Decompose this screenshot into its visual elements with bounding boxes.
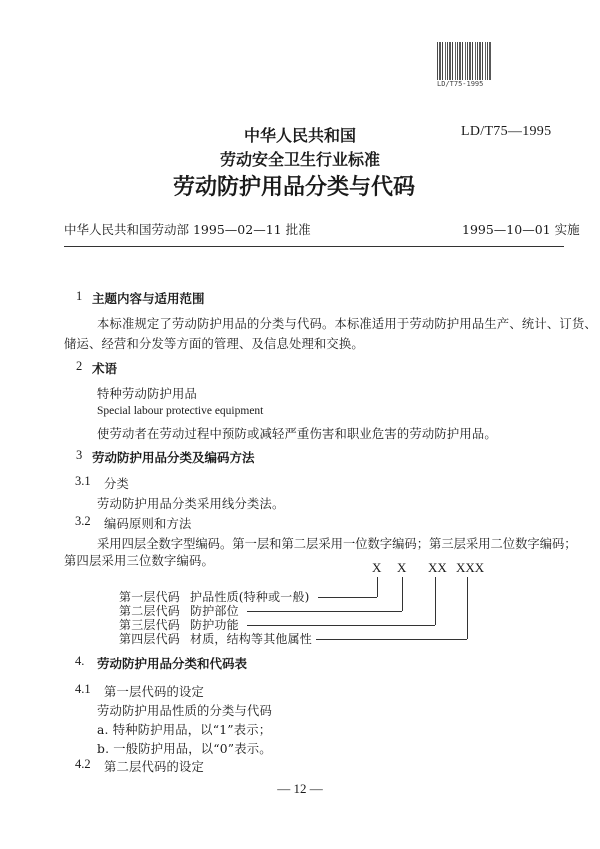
section-3-number: 3 (76, 448, 83, 462)
section-3-2-paragraph-line1: 采用四层全数字型编码。第一层和第二层采用一位数字编码；第三层采用二位数字编码； (97, 537, 577, 551)
section-3-2-number: 3.2 (75, 514, 91, 528)
header-line-country: 中华人民共和国 (243, 126, 356, 145)
section-4-2-heading: 第二层代码的设定 (104, 760, 204, 774)
section-1-number: 1 (76, 289, 83, 303)
connector-1-vertical (377, 577, 378, 597)
section-2-heading: 术语 (92, 361, 118, 376)
section-3-1-heading: 分类 (104, 477, 129, 491)
section-1-heading: 主题内容与适用范围 (92, 291, 205, 306)
section-3-2-paragraph-line2: 第四层采用三位数字编码。 (64, 554, 214, 568)
term-english: Special labour protective equipment (97, 405, 264, 417)
section-4-1-heading: 第一层代码的设定 (104, 685, 204, 699)
section-3-1-number: 3.1 (75, 474, 91, 488)
section-3-2-heading: 编码原则和方法 (104, 517, 192, 531)
connector-2-horizontal (247, 611, 402, 612)
section-4-2-number: 4.2 (75, 757, 91, 771)
diagram-row-1-level: 第一层代码 (119, 590, 181, 604)
connector-3-vertical (435, 577, 436, 625)
section-3-1-text: 劳动防护用品分类采用线分类法。 (97, 497, 285, 511)
diagram-row-4-level: 第四层代码 (119, 632, 181, 646)
section-2-number: 2 (76, 359, 83, 373)
code-level-2: X (397, 560, 407, 575)
code-level-4: XXX (456, 560, 485, 575)
connector-2-vertical (402, 577, 403, 611)
code-level-3: XX (428, 560, 447, 575)
document-title: 劳动防护用品分类与代码 (172, 175, 415, 200)
section-1-paragraph-line1: 本标准规定了劳动防护用品的分类与代码。本标准适用于劳动防护用品生产、统计、订货、 (97, 317, 597, 331)
connector-4-horizontal (316, 639, 467, 640)
connector-3-horizontal (247, 625, 435, 626)
diagram-row-3-meaning: 防护功能 (190, 618, 239, 632)
section-4-1-number: 4.1 (75, 682, 91, 696)
section-4-heading: 劳动防护用品分类和代码表 (97, 656, 248, 671)
header-rule (64, 246, 564, 247)
section-4-1-item-a: a. 特种防护用品，以“1”表示； (97, 723, 272, 737)
section-4-1-item-b: b. 一般防护用品，以“0”表示。 (97, 742, 272, 756)
connector-4-vertical (467, 577, 468, 639)
section-4-number: 4. (75, 654, 85, 668)
code-level-1: X (372, 560, 382, 575)
diagram-row-3-level: 第三层代码 (119, 618, 181, 632)
barcode-label: LD/T75-1995 (437, 80, 484, 88)
implementation-date: 1995—10—01 实施 (462, 222, 580, 237)
section-1-paragraph-line2: 储运、经营和分发等方面的管理、及信息处理和交换。 (64, 337, 364, 351)
header-line-industry: 劳动安全卫生行业标准 (219, 150, 380, 169)
approval-date: 中华人民共和国劳动部 1995—02—11 批准 (64, 222, 311, 237)
diagram-row-2-meaning: 防护部位 (190, 604, 239, 618)
diagram-row-1-meaning: 护品性质(特种或一般) (190, 590, 310, 604)
term-chinese: 特种劳动防护用品 (97, 387, 197, 401)
connector-1-horizontal (318, 597, 377, 598)
diagram-row-2-level: 第二层代码 (119, 604, 181, 618)
document-number: LD/T75—1995 (461, 124, 552, 139)
section-4-1-subtitle: 劳动防护用品性质的分类与代码 (97, 704, 272, 718)
section-3-heading: 劳动防护用品分类及编码方法 (92, 450, 255, 465)
barcode (437, 42, 492, 80)
diagram-row-4-meaning: 材质，结构等其他属性 (190, 632, 313, 646)
term-definition: 使劳动者在劳动过程中预防或减轻严重伤害和职业危害的劳动防护用品。 (97, 427, 497, 441)
page-number: — 12 — (277, 781, 323, 796)
